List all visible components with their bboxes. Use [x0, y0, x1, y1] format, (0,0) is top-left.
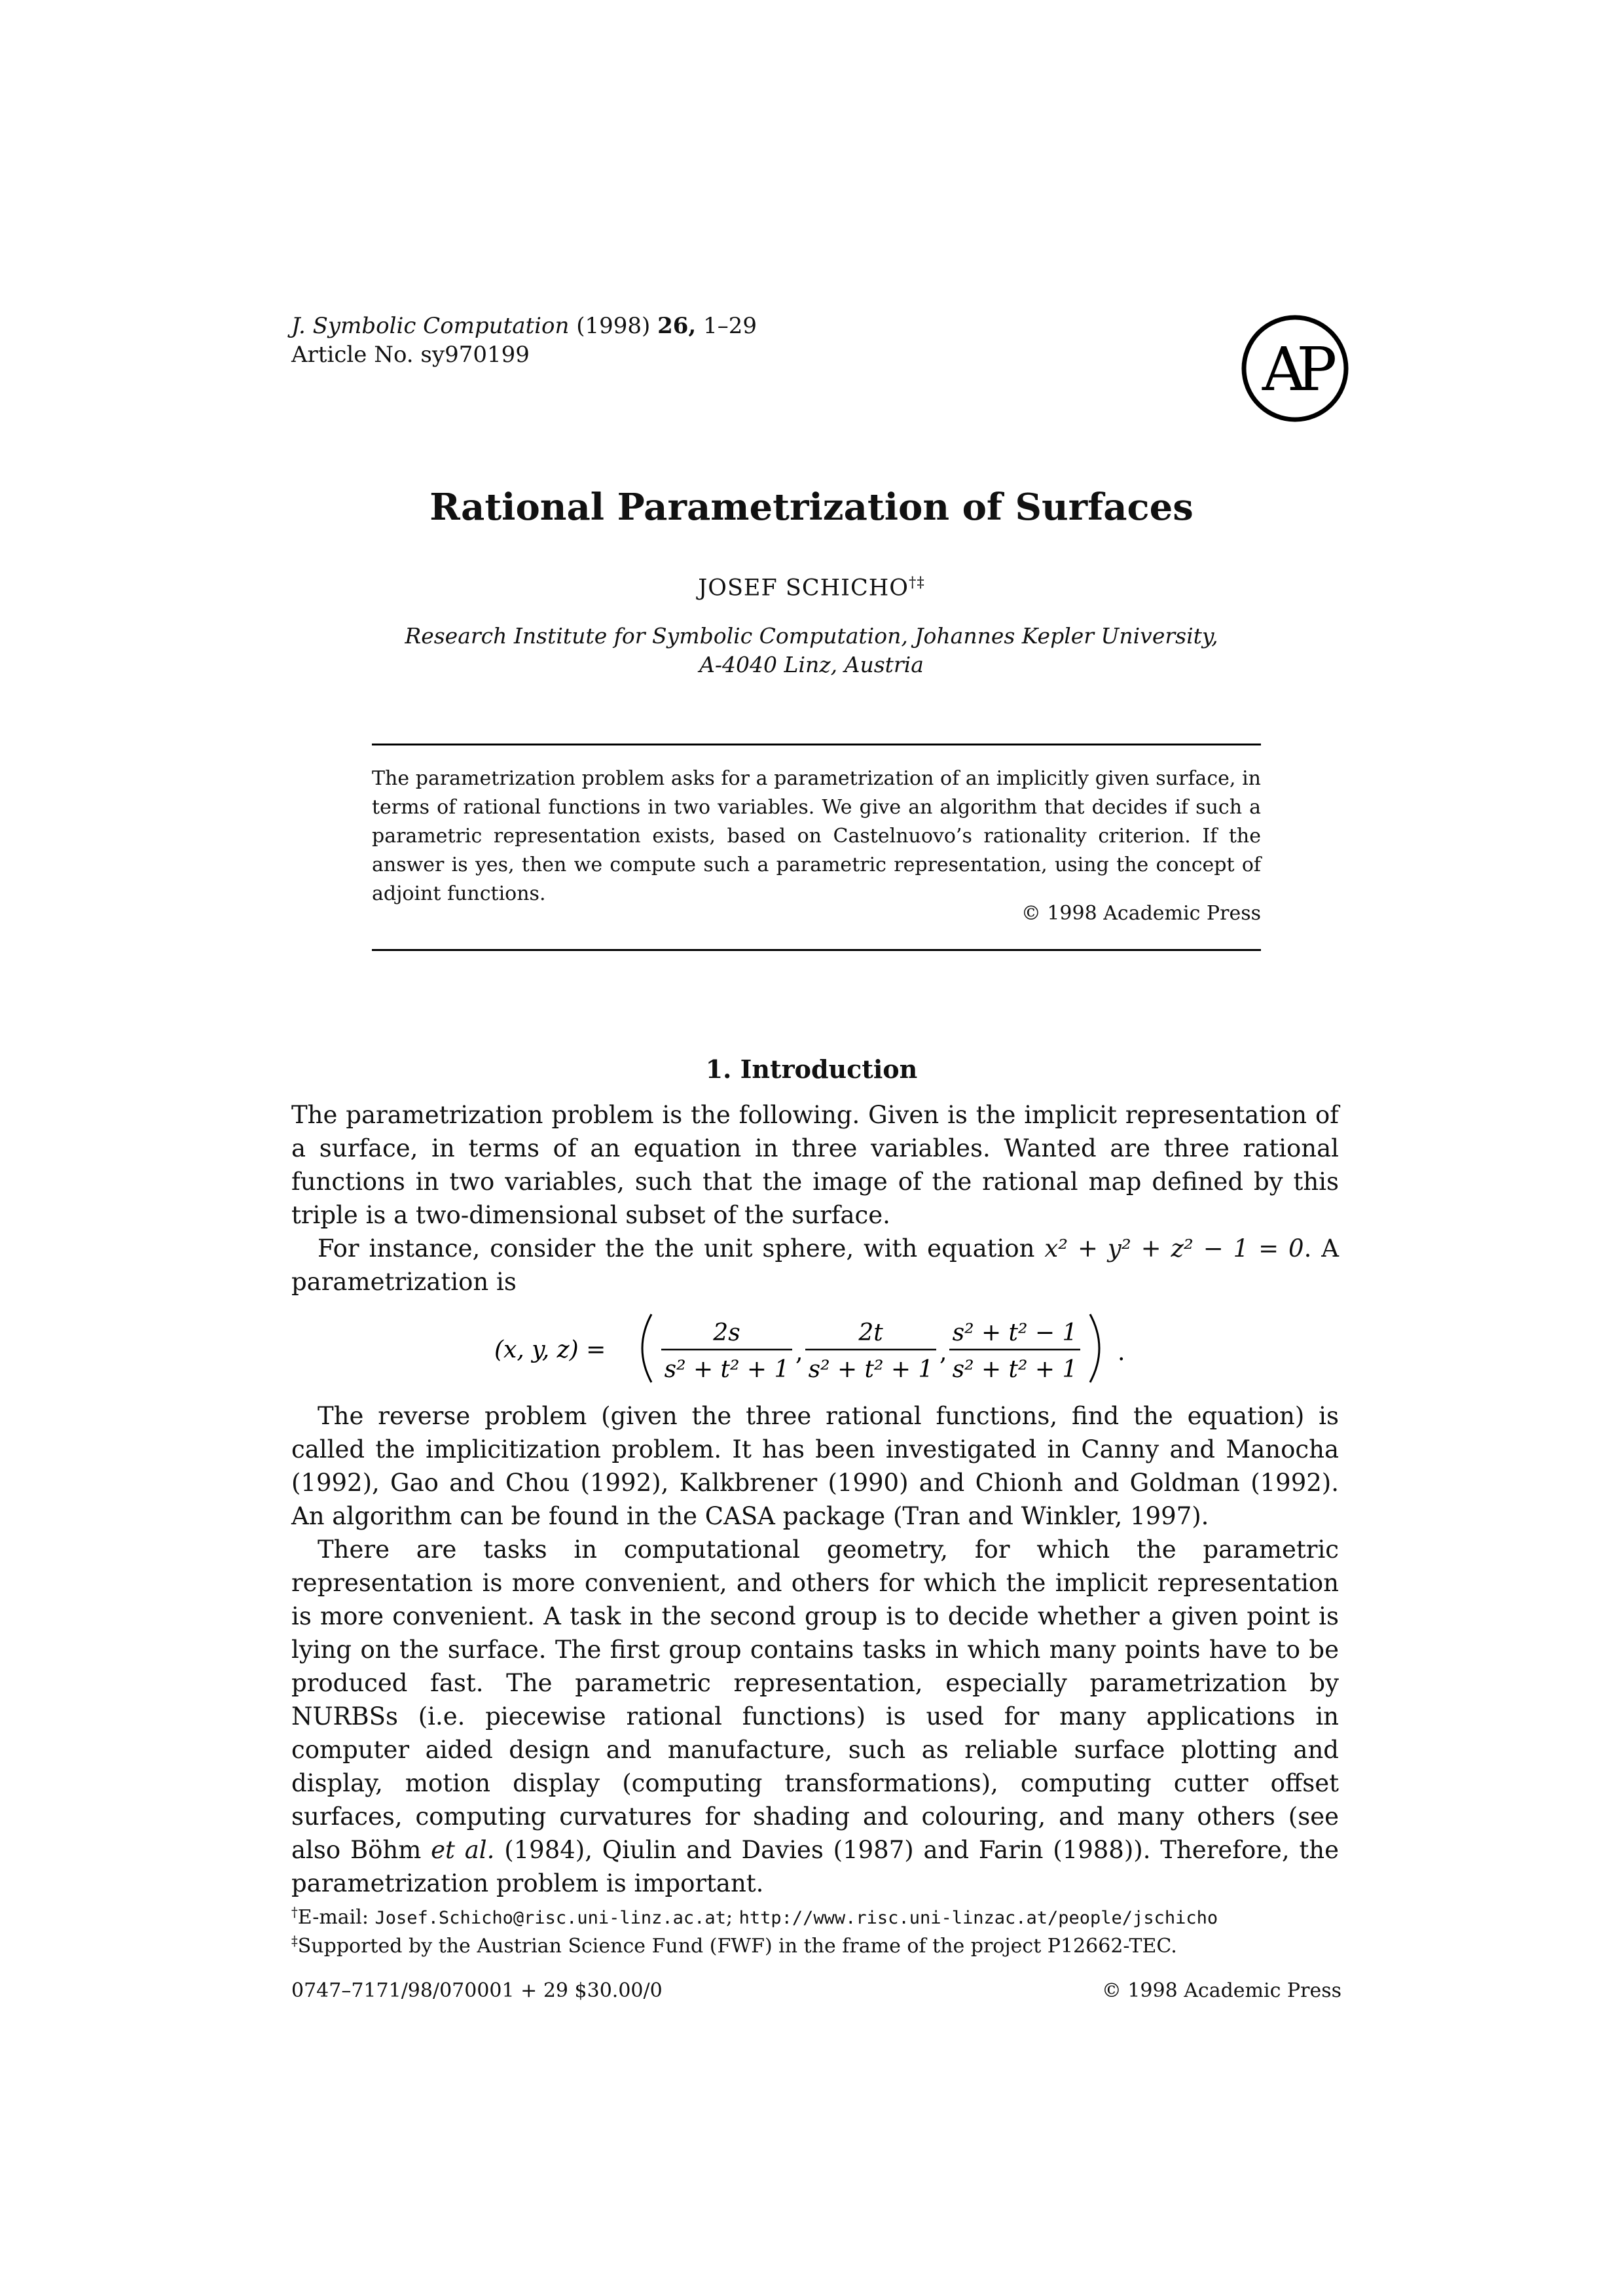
fraction-3-denominator: s² + t² + 1 [952, 1356, 1078, 1383]
fraction-3-numerator: s² + t² − 1 [952, 1319, 1078, 1346]
author: JOSEF SCHICHO [698, 575, 909, 601]
journal-volume: 26, [657, 313, 697, 339]
issn-price-line: 0747–7171/98/070001 + 29 $30.00/0 [291, 1979, 663, 2002]
footnote-1-separator: ; [725, 1906, 739, 1929]
paragraph-2-start: For instance, consider the the unit sphere, with equation [318, 1234, 1045, 1263]
footnote-2-text: Supported by the Austrian Science Fund (FWF) in the frame of the project P12662-TEC. [297, 1935, 1177, 1958]
abstract-top-rule [372, 744, 1261, 745]
footnote-2-mark: ‡ [291, 1933, 298, 1948]
journal-citation [291, 313, 757, 339]
parametrization-equation [488, 1302, 1142, 1394]
paragraph-2-end: . A parametrization is [291, 1234, 1339, 1296]
journal-pages: 1–29 [703, 313, 757, 339]
paragraph-3: The reverse problem (given the three rational functions, find the equation) is called the implicitization problem. It has been investigated in Canny and Manocha (1992), Gao and Chou (1992), Kalkbrener (1990) and Chionh and Goldman (1992). An algorithm can be found in the CASA package (Tran and Winkler, 1997). [291, 1402, 1339, 1530]
footnote-1-mark: † [291, 1905, 298, 1920]
equation-lhs: (x, y, z) = [494, 1336, 606, 1363]
sphere-equation: x² + y² + z² − 1 = 0 [1044, 1234, 1304, 1263]
journal-year: (1998) [576, 313, 651, 339]
et-al: et al. [431, 1836, 495, 1864]
paragraph-4-part-1: There are tasks in computational geometry, for which the parametric representation is more convenient, and others for which the implicit representation is more convenient. A task in the second group is to decide whether a given point is lying on the surface. The first group contains tasks in which many points have to be produced fast. The parametric representation, especially parametrization by NURBSs (i.e. piecewise rational functions) is used for many applications in computer aided design and manufacture, such as reliable surface plotting and display, motion display (computing transformations), computing cutter offset surfaces, computing curvatures for shading and colouring, and many others (see also Böhm [291, 1535, 1339, 1864]
paragraph-4-part-2: (1984), Qiulin and Davies (1987) and Farin (1988)). Therefore, the parametrization problem is important. [291, 1836, 1339, 1897]
footer-copyright: © 1998 Academic Press [1101, 1979, 1341, 2002]
abstract-bottom-rule [372, 949, 1261, 951]
fraction-2-denominator: s² + t² + 1 [808, 1356, 934, 1383]
author-email-link[interactable]: Josef.Schicho@risc.uni-linz.ac.at [374, 1908, 726, 1928]
logo-text: AP [1262, 334, 1328, 404]
author-name [0, 568, 1623, 603]
journal-name: J. Symbolic Computation [291, 313, 570, 339]
svg-text:.: . [1118, 1339, 1125, 1366]
section-heading: 1. Introduction [705, 1054, 918, 1084]
paragraph-4 [291, 1533, 1339, 1900]
abstract-text: The parametrization problem asks for a parametrization of an implicitly given surface, in terms of rational functions in two variables. We give an algorithm that decides if such a parametric representation exists, based on Castelnuovo’s rationality criterion. If the answer is yes, then we compute such a parametric representation, using the concept of adjoint functions. [372, 767, 1261, 905]
fraction-1-denominator: s² + t² + 1 [664, 1356, 790, 1383]
fraction-2-numerator: 2t [858, 1319, 883, 1346]
author-footnote-marks: †‡ [909, 574, 925, 591]
paragraph-2 [291, 1232, 1339, 1299]
svg-text:,: , [939, 1339, 947, 1366]
publisher-logo [1239, 313, 1351, 424]
svg-text:,: , [795, 1339, 803, 1366]
paper-title: Rational Parametrization of Surfaces [429, 486, 1194, 529]
author-homepage-link[interactable]: http://www.risc.uni-linzac.at/people/jschicho [739, 1908, 1218, 1928]
abstract-copyright: © 1998 Academic Press [1021, 902, 1261, 925]
footnote-1-label: E-mail: [297, 1906, 375, 1929]
affiliation-line-1: Research Institute for Symbolic Computation, Johannes Kepler University, [405, 623, 1218, 649]
footnote-2 [291, 1927, 1352, 1961]
affiliation-line-2: A-4040 Linz, Austria [699, 652, 924, 677]
article-number: Article No. sy970199 [291, 342, 530, 368]
fraction-1-numerator: 2s [713, 1319, 740, 1346]
paragraph-1: The parametrization problem is the following. Given is the implicit representation of a surface, in terms of an equation in three variables. Wanted are three rational functions in two variables, such that the image of the rational map defined by this triple is a two-dimensional subset of the surface. [291, 1101, 1339, 1229]
